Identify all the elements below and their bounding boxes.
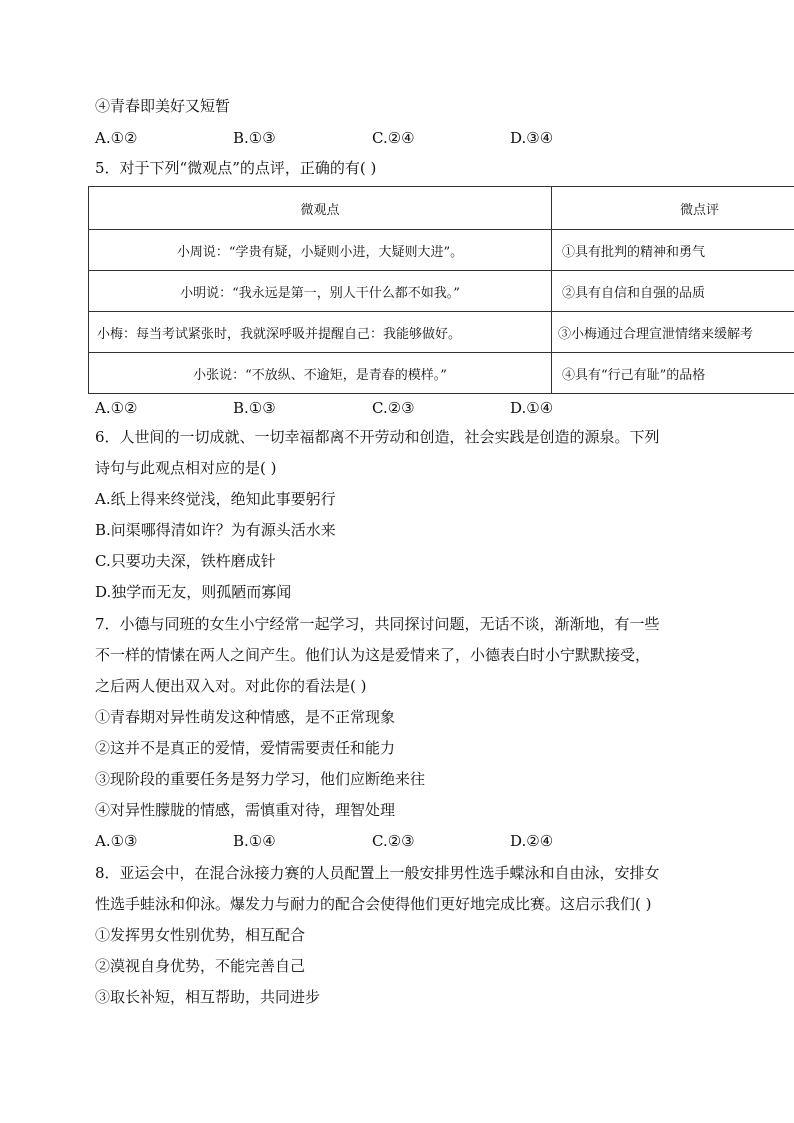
q5-stem: 5．对于下列“微观点”的点评，正确的有( ) — [95, 159, 377, 177]
q5-option-a: A.①② — [95, 399, 138, 417]
q7-item-1: ①青春期对异性萌发这种情感，是不正常现象 — [95, 708, 396, 726]
q4-item-4: ④青春即美好又短暂 — [95, 97, 231, 115]
table-header-viewpoint: 微观点 — [89, 187, 552, 230]
q8-item-1: ①发挥男女性别优势，相互配合 — [95, 926, 306, 944]
q5-options — [95, 398, 695, 418]
table-cell-comment: ①具有批判的精神和勇气 — [552, 230, 794, 271]
q7-options — [95, 831, 695, 851]
table-cell-viewpoint: 小梅：每当考试紧张时，我就深呼吸并提醒自己：我能够做好。 — [89, 312, 552, 353]
q5-option-b: B.①③ — [233, 399, 276, 417]
q5-option-c: C.②③ — [372, 399, 415, 417]
q7-option-b: B.①④ — [233, 832, 276, 850]
q7-option-d: D.②④ — [510, 832, 554, 850]
q6-option-b: B.问渠哪得清如许？为有源头活水来 — [95, 521, 336, 539]
table-row — [89, 271, 794, 312]
q7-stem-line-2: 不一样的情愫在两人之间产生。他们认为这是爱情来了，小德表白时小宁默默接受， — [95, 646, 651, 664]
q6-option-a: A.纸上得来终觉浅，绝知此事要躬行 — [95, 490, 336, 508]
q4-option-b: B.①③ — [233, 129, 276, 147]
table-cell-viewpoint: 小明说：“我永远是第一，别人干什么都不如我。” — [89, 271, 552, 312]
q8-item-3: ③取长补短，相互帮助，共同进步 — [95, 988, 321, 1006]
q8-stem-line-2: 性选手蛙泳和仰泳。爆发力与耐力的配合会使得他们更好地完成比赛。这启示我们( ) — [95, 895, 652, 913]
q6-option-d: D.独学而无友，则孤陋而寡闻 — [95, 583, 292, 601]
q7-item-4: ④对异性朦胧的情感，需慎重对待，理智处理 — [95, 801, 396, 819]
table-header-row — [89, 187, 794, 230]
q6-stem-line-2: 诗句与此观点相对应的是( ) — [95, 459, 277, 477]
q5-table — [88, 186, 794, 394]
table-row — [89, 230, 794, 271]
q4-option-d: D.③④ — [510, 129, 554, 147]
table-cell-viewpoint: 小周说：“学贵有疑，小疑则小进，大疑则大进”。 — [89, 230, 552, 271]
q7-item-3: ③现阶段的重要任务是努力学习，他们应断绝来往 — [95, 770, 426, 788]
q7-item-2: ②这并不是真正的爱情，爱情需要责任和能力 — [95, 739, 396, 757]
table-cell-viewpoint: 小张说：“不放纵、不逾矩，是青春的模样。” — [89, 353, 552, 394]
q8-stem-line-1: 8．亚运会中，在混合泳接力赛的人员配置上一般安排男性选手蝶泳和自由泳，安排女 — [95, 864, 660, 882]
q8-item-2: ②漠视自身优势，不能完善自己 — [95, 957, 306, 975]
q6-stem-line-1: 6．人世间的一切成就、一切幸福都离不开劳动和创造，社会实践是创造的源泉。下列 — [95, 428, 660, 446]
table-row — [89, 312, 794, 353]
q4-option-a: A.①② — [95, 129, 138, 147]
q4-option-c: C.②④ — [372, 129, 415, 147]
q7-stem-line-3: 之后两人便出双入对。对此你的看法是( ) — [95, 677, 367, 695]
q7-option-a: A.①③ — [95, 832, 138, 850]
table-row — [89, 353, 794, 394]
q7-option-c: C.②③ — [372, 832, 415, 850]
table-cell-comment: ②具有自信和自强的品质 — [552, 271, 794, 312]
table-cell-comment: ③小梅通过合理宣泄情绪来缓解考 — [552, 312, 794, 353]
q6-option-c: C.只要功夫深，铁杵磨成针 — [95, 552, 276, 570]
q7-stem-line-1: 7．小德与同班的女生小宁经常一起学习，共同探讨问题，无话不谈，渐渐地，有一些 — [95, 615, 660, 633]
q5-option-d: D.①④ — [510, 399, 554, 417]
q4-options — [95, 128, 695, 148]
table-header-comment: 微点评 — [552, 187, 794, 230]
table-cell-comment: ④具有“行己有耻”的品格 — [552, 353, 794, 394]
